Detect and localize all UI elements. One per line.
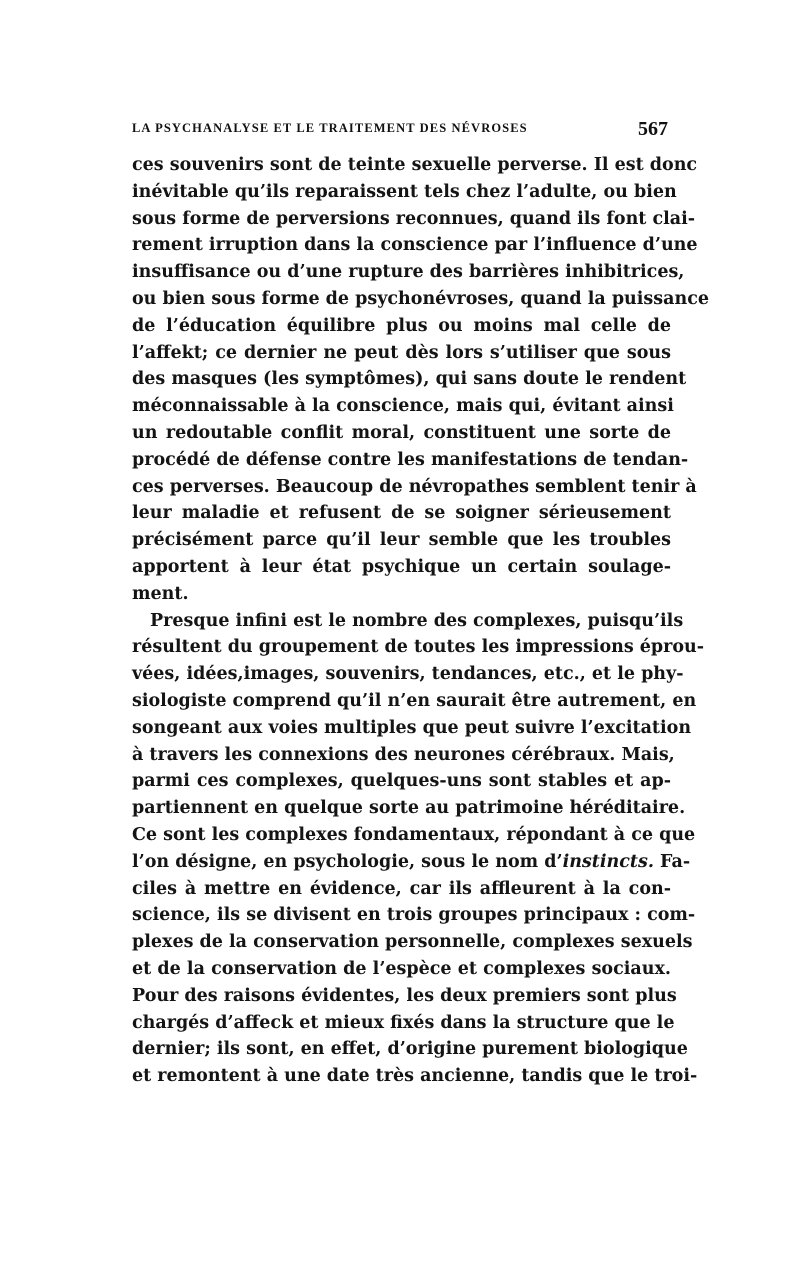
text-line: partiennent en quelque sorte au patrimoine héréditaire. <box>132 798 686 819</box>
text-line: inévitable qu’ils reparaissent tels chez l’adulte, ou bien <box>132 181 677 202</box>
text-line: vées, idées,images, souvenirs, tendances, etc., et le phy- <box>132 664 684 685</box>
text-line: et remontent à une date très ancienne, tandis que le troi- <box>132 1066 698 1087</box>
text-line: parmi ces complexes, quelques-uns sont stables et ap- <box>132 771 671 792</box>
text-line: ciles à mettre en évidence, car ils affleurent à la con- <box>132 878 671 899</box>
text-segment: l’on désigne, en psychologie, sous le nom d’ <box>132 851 563 872</box>
text-line: résultent du groupement de toutes les impressions éprou- <box>132 637 705 658</box>
text-line: science, ils se divisent en trois groupes principaux : com- <box>132 905 696 926</box>
text-line: siologiste comprend qu’il n’en saurait être autrement, en <box>132 690 697 711</box>
text-line: ces souvenirs sont de teinte sexuelle perverse. Il est donc <box>132 155 698 175</box>
text-line: songeant aux voies multiples que peut suivre l’excitation <box>132 717 692 738</box>
text-line: procédé de défense contre les manifestations de tendan- <box>132 449 689 470</box>
text-line: sous forme de perversions reconnues, quand ils font clai- <box>132 208 696 229</box>
text-line: précisément parce qu’il leur semble que les troubles <box>132 530 671 551</box>
text-line: rement irruption dans la conscience par l’influence d’une <box>132 235 698 256</box>
text-line: de l’éducation équilibre plus ou moins mal celle de <box>132 315 671 336</box>
text-line: Pour des raisons évidentes, les deux premiers sont plus <box>132 985 677 1006</box>
text-line: dernier; ils sont, en effet, d’origine purement biologique <box>132 1039 688 1060</box>
text-segment: Fa- <box>653 851 691 872</box>
italic-term: instincts. <box>562 851 654 872</box>
text-line: méconnaissable à la conscience, mais qui, évitant ainsi <box>132 396 674 417</box>
text-line: ces perverses. Beaucoup de névropathes semblent tenir à <box>132 476 697 497</box>
text-line: plexes de la conservation personnelle, complexes sexuels <box>132 932 693 953</box>
text-line: l’affekt; ce dernier ne peut dès lors s’utiliser que sous <box>132 342 671 363</box>
page-header <box>132 118 668 140</box>
text-line: apportent à leur état psychique un certain soulage- <box>132 556 671 577</box>
text-line: un redoutable conflit moral, constituent une sorte de <box>132 422 671 443</box>
text-line: et de la conservation de l’espèce et complexes sociaux. <box>132 958 671 979</box>
body-text <box>132 152 709 1090</box>
paragraph-first-line: Presque infini est le nombre des complexes, puisqu’ils <box>150 610 684 631</box>
text-line: leur maladie et refusent de se soigner sérieusement <box>132 503 671 524</box>
text-line: ou bien sous forme de psychonévroses, quand la puissance <box>132 288 709 309</box>
running-title: LA PSYCHANALYSE ET LE TRAITEMENT DES NÉVROSES <box>132 121 528 135</box>
page-number: 567 <box>638 118 668 140</box>
text-line: des masques (les symptômes), qui sans doute le rendent <box>132 369 687 390</box>
text-line: chargés d’affeck et mieux fixés dans la structure que le <box>132 1012 675 1033</box>
text-line: à travers les connexions des neurones cérébraux. Mais, <box>132 744 675 765</box>
text-line: Ce sont les complexes fondamentaux, répondant à ce que <box>132 824 696 845</box>
text-line: ment. <box>132 583 189 604</box>
text-line: insuffisance ou d’une rupture des barrières inhibitrices, <box>132 262 685 283</box>
text-line-with-italic <box>132 849 691 876</box>
